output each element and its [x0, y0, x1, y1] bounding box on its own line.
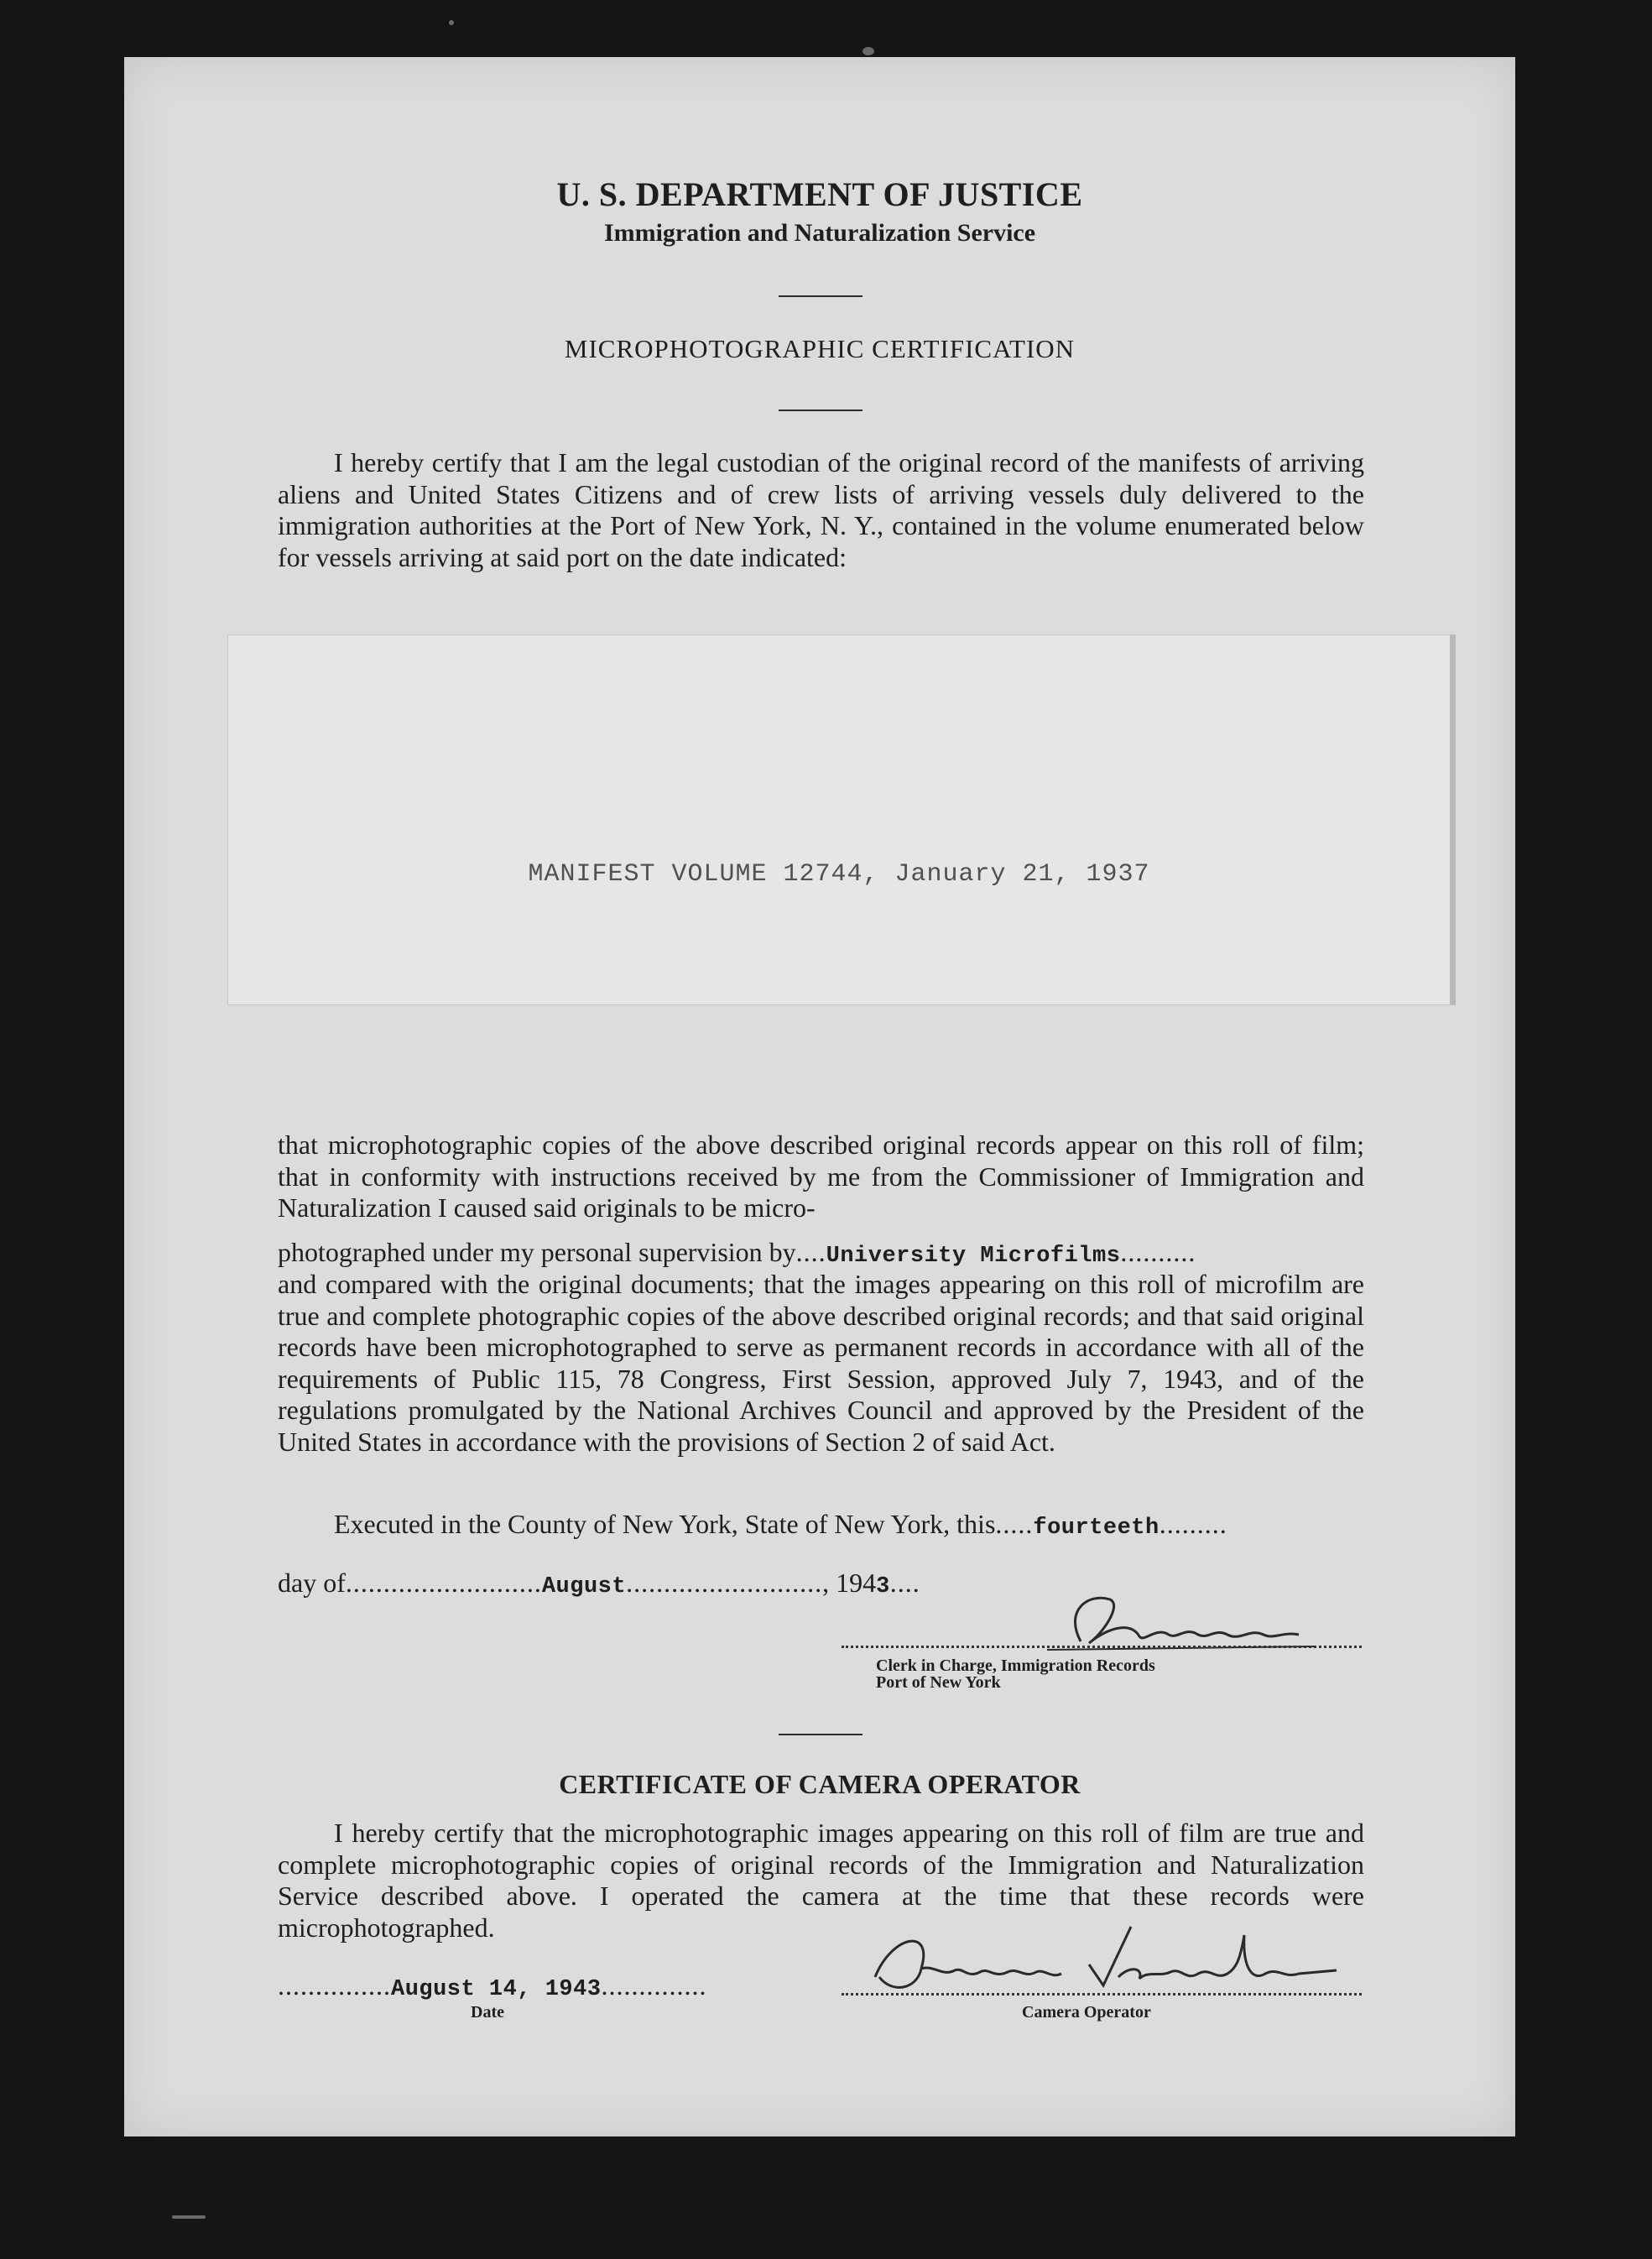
camera-date-label: Date: [471, 2003, 504, 2022]
fill-dots: ..........: [1120, 1237, 1196, 1267]
clerk-signature-line: [842, 1646, 1362, 1648]
camera-operator-text: I hereby certify that the microphotographic images appearing on this roll of film are true and complete microphotographic copies of original records of the Immigration and Naturalization Service described above. I operated the camera at the time that these records were microphotographed.: [278, 1818, 1364, 1943]
fill-dots: ..........................: [626, 1568, 823, 1598]
divider: [779, 295, 862, 297]
camera-date-value: August 14, 1943: [391, 1977, 602, 2002]
fill-dots: .....: [995, 1509, 1034, 1539]
divider: [779, 410, 862, 411]
executed-day: fourteeth: [1033, 1516, 1160, 1541]
film-speck: [862, 47, 874, 55]
camera-operator-signature-line: [842, 1993, 1362, 1996]
film-speck: [449, 20, 454, 25]
film-speck: [172, 2215, 206, 2219]
fill-dots: ...............: [278, 1970, 391, 2001]
certification-intro: I hereby certify that I am the legal custodian of the original record of the manifests of arriving aliens and United States Citizens and of crew lists of arriving vessels duly delivered to the immigration authorities at the Port of New York, N. Y., contained in the volume enumerated below for vessels arriving at said port on the date indicated:: [278, 447, 1364, 572]
executed-prefix: Executed in the County of New York, State of New York, this: [334, 1509, 996, 1539]
clerk-caption-port: Port of New York: [876, 1673, 1001, 1692]
department-subtitle: Immigration and Naturalization Service: [603, 219, 1036, 247]
executed-month: August: [541, 1574, 627, 1599]
day-of-label: day of: [278, 1568, 346, 1598]
camera-date-line: [278, 1970, 748, 2006]
year-prefix: , 194: [822, 1568, 877, 1598]
executed-line: [334, 1509, 1364, 1545]
certification-body-start: that microphotographic copies of the above described original records appear on this roll of film; that in conformity with instructions received by me from the Commissioner of Immigration and Naturalization I caused said originals to be micro-: [278, 1130, 1364, 1223]
camera-operator-signature: [842, 1918, 1378, 2011]
divider: [779, 1734, 862, 1735]
supervisor-name: University Microfilms: [826, 1244, 1121, 1269]
certification-title: MICROPHOTOGRAPHIC CERTIFICATION: [564, 334, 1076, 363]
camera-operator-label: Camera Operator: [1022, 2003, 1151, 2022]
supervision-line: [278, 1237, 1364, 1273]
camera-operator-title: CERTIFICATE OF CAMERA OPERATOR: [559, 1769, 1081, 1799]
certification-body-end: and compared with the original documents; that the images appearing on this roll of microfilm are true and complete photographic copies of the above described original records; and that said original records have been microphotographed to serve as permanent records in accordance with all of the requirements of Public 115, 78 Congress, First Session, approved July 7, 1943, and of the regulations promulgated by the National Archives Council and approved by the President of the United States in accordance with the provisions of Section 2 of said Act.: [278, 1269, 1364, 1457]
supervision-prefix: photographed under my personal supervision by: [278, 1237, 796, 1267]
clerk-caption-title: Clerk in Charge, Immigration Records: [876, 1656, 1155, 1675]
fill-dots: ..........................: [345, 1568, 542, 1598]
fill-dots: .........: [1159, 1509, 1227, 1539]
clerk-signature: [963, 1576, 1383, 1668]
certificate-page: [124, 57, 1515, 2136]
manifest-volume-box: [227, 634, 1456, 1005]
fill-dots: ..............: [601, 1970, 707, 2001]
manifest-volume-text: MANIFEST VOLUME 12744, January 21, 1937: [528, 860, 1150, 889]
department-title: U. S. DEPARTMENT OF JUSTICE: [556, 175, 1083, 213]
fill-dots: ....: [889, 1568, 920, 1598]
year-digit: 3: [876, 1574, 890, 1599]
fill-dots: ....: [795, 1237, 826, 1267]
